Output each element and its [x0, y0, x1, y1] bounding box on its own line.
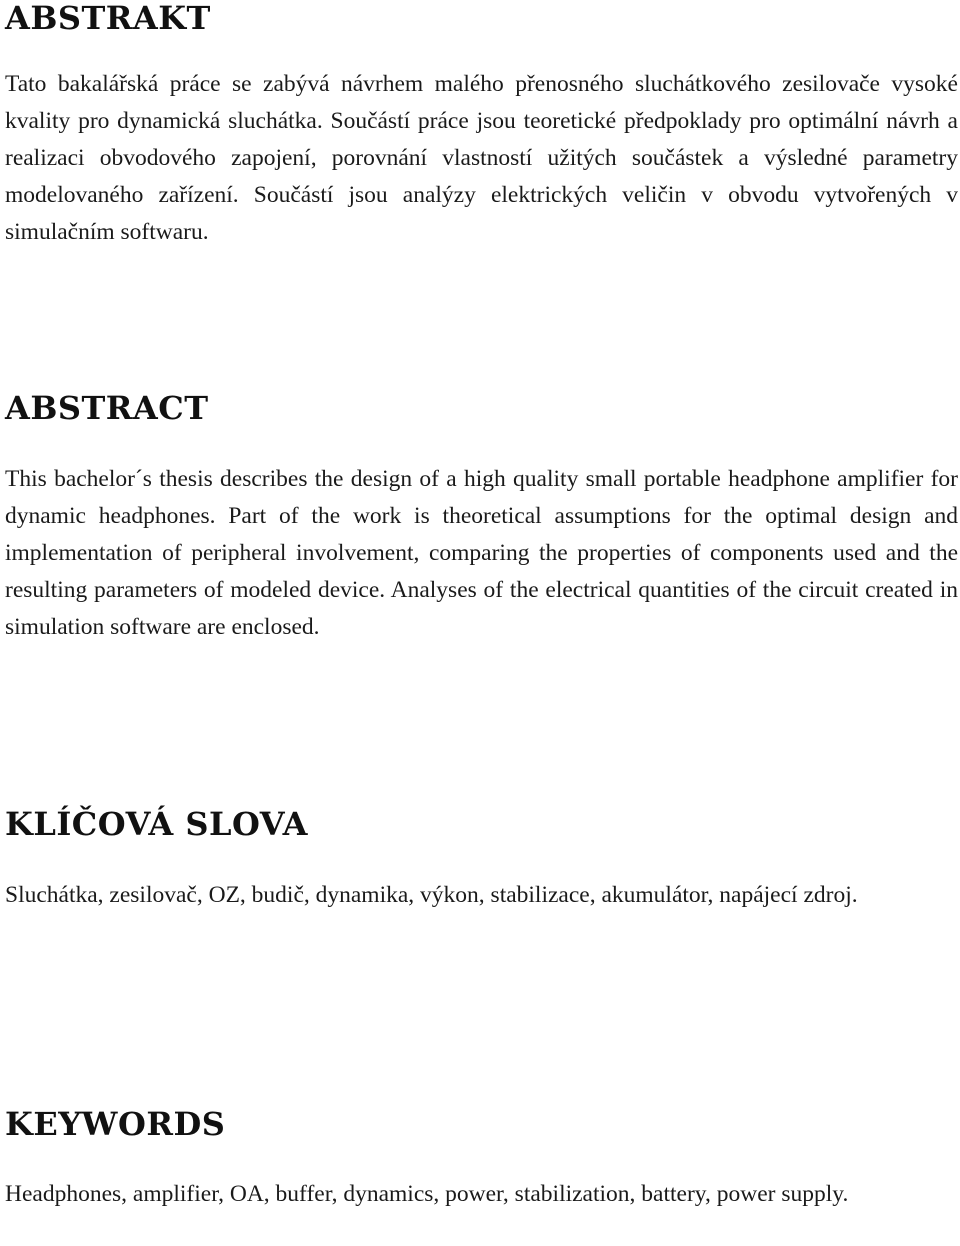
klicova-slova-heading: KLÍČOVÁ SLOVA	[5, 805, 308, 843]
keywords-paragraph: Headphones, amplifier, OA, buffer, dynamics, power, stabilization, battery, power supply.	[5, 1181, 849, 1207]
abstract-paragraph: This bachelor´s thesis describes the design of a high quality small portable headphone amplifier for dynamic headphones. Part of the work is theoretical assumptions for the optimal design and implementation of peripheral involvement, comparing the properties of components used and the resulting parameters of modeled device. Analyses of the electrical quantities of the circuit created in simulation software are enclosed.	[5, 466, 958, 640]
abstrakt-heading: ABSTRAKT	[5, 0, 211, 37]
klicova-slova-paragraph: Sluchátka, zesilovač, OZ, budič, dynamika, výkon, stabilizace, akumulátor, napájecí zdroj.	[5, 882, 858, 908]
abstrakt-section	[5, 0, 958, 251]
abstract-heading: ABSTRACT	[5, 389, 209, 427]
abstract-section	[5, 390, 958, 646]
keywords-section	[5, 1106, 958, 1213]
klicova-slova-section	[5, 806, 958, 914]
abstrakt-paragraph: Tato bakalářská práce se zabývá návrhem malého přenosného sluchátkového zesilovače vysoké kvality pro dynamická sluchátka. Součástí práce jsou teoretické předpoklady pro optimální návrh a realizaci obvodového zapojení, porovnání vlastností užitých součástek a výsledné parametry modelovaného zařízení. Součástí jsou analýzy elektrických veličin v obvodu vytvořených v simulačním softwaru.	[5, 71, 958, 245]
keywords-heading: KEYWORDS	[5, 1105, 226, 1143]
